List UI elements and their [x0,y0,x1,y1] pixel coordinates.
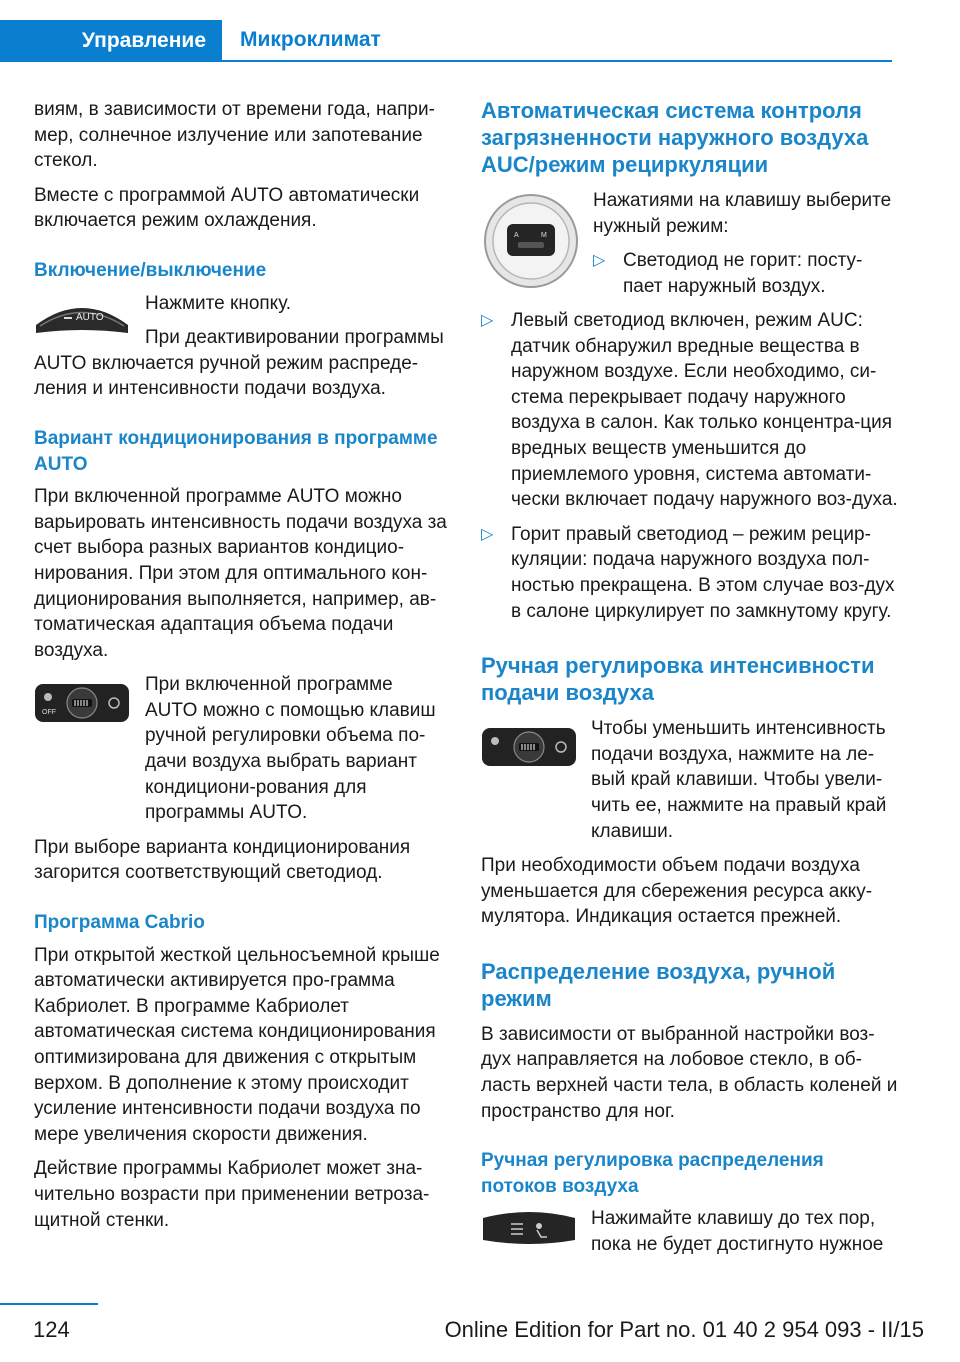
paragraph: Вместе с программой AUTO автоматически включается режим охлаждения. [34,184,420,232]
fan-control-image [481,726,577,768]
auc-label-m: M [541,232,547,239]
heading-cabrio: Программа Cabrio [34,912,205,934]
list-item [481,522,899,624]
spacer [34,826,448,835]
header-rule [0,60,892,62]
auc-label-a: A [514,232,519,239]
auto-button-image [34,297,130,339]
paragraph: В зависимости от выбранной настройки воз-дух направляется на лобовое стекло, в об-ласть верхней части тела, в область коленей и пространство для ног. [481,1023,898,1122]
auto-label: AUTO [76,311,104,323]
fan-figure-block [34,672,448,826]
heading-distribution: Распределение воздуха, ручной режим [481,958,836,1011]
list-item-text: Левый светодиод включен, режим AUC: датчик обнаружил вредные вещества в наружном воздухе. Если необходимо, си-стема перекрывает подачу наружного воздуха в салон. Как только концентра-ция вредных веществ уменьшится до приемлемого уровня, система автомати-чески включает подачу наружного воз-духа. [511,310,898,511]
heading-onoff: Включение/выключение [34,259,267,281]
heading-variant: Вариант кондиционирования в программе AUTO [34,427,438,475]
auc-figure-block [481,188,899,308]
list-item [481,308,899,513]
paragraph: При выборе варианта кондиционирования загорится соответствующий светодиод. [34,836,411,884]
paragraph: При открытой жесткой цельносъемной крыше автоматически активируется про-грамма Кабриолет. В программе Кабриолет автоматическая система кондиционирования оптимизирована для движения с открытым верхом. В дополнение к этому происходит усиление интенсивности подачи воздуха по мере увеличения скорости движения. [34,944,440,1145]
paragraph: Нажмите кнопку. [145,292,292,314]
paragraph: Действие программы Кабриолет может зна-чительно возрасти при применении ветроза-щитной стенки. [34,1158,430,1231]
paragraph: виям, в зависимости от времени года, напри-мер, солнечное излучение или запотевание стекол. [34,99,435,172]
heading-distribution-manual: Ручная регулировка распределения потоков воздуха [481,1150,824,1197]
manual-figure-block [481,716,899,844]
left-column [34,97,448,1242]
paragraph: При включенной программе AUTO можно варьировать интенсивность подачи воздуха за счет выбора разных вариантов кондицио-нирования. При этом для оптимального кон-диционирования выполняется, например, ав-томатическая адаптация объема подачи воздуха. [34,486,447,661]
list-item-text: Светодиод не горит: посту-пает наружный воздух. [623,250,863,297]
fan-control-image [34,682,130,724]
paragraph: При включенной программе AUTO можно с помощью клавиш ручной регулировки объема по-дачи воздуха выбрать вариант кондициони-рования для программы AUTO. [145,674,436,824]
off-label: OFF [42,709,56,717]
page-number: 124 [33,1317,70,1342]
triangle-bullet-icon: ▷ [593,252,606,270]
paragraph: При необходимости объем подачи воздуха уменьшается для сбережения ресурса акку-мулятора. Индикация остается прежней. [481,855,873,928]
edition-footer: Online Edition for Part no. 01 40 2 954 093 - II/15 [444,1317,924,1342]
triangle-bullet-icon: ▷ [481,525,494,543]
page-header [0,20,892,62]
paragraph: Нажатиями на клавишу выберите нужный режим: [593,190,892,237]
heading-manual: Ручная регулировка интенсивности подачи воздуха [481,653,875,706]
right-column [481,97,899,1267]
triangle-bullet-icon: ▷ [481,312,494,329]
paragraph: Нажимайте клавишу до тех пор, пока не будет достигнуто нужное [591,1208,884,1256]
airflow-button-image [481,1210,577,1250]
paragraph: Чтобы уменьшить интенсивность подачи воздуха, нажмите на ле-вый край клавиши. Чтобы увели-чить ее, нажмите на правый край клавиши. [591,718,887,842]
auto-figure-block [34,291,448,323]
list-item [481,248,899,299]
heading-auc: Автоматическая система контроля загрязненности наружного воздуха AUC/режим рециркуляции [481,98,869,177]
footer-rule [0,1303,98,1305]
paragraph: При деактивировании программы AUTO включается ручной режим распреде-ления и интенсивности подачи воздуха. [34,327,444,400]
header-section-tab: Управление [0,20,222,62]
header-subsection-tab: Микроклимат [240,28,381,51]
distribution-figure-block [481,1206,899,1257]
list-item-text: Горит правый светодиод – режим рецир-куляции: подача наружного воздуха пол-ностью прекращена. В этом случае воз-дух в салоне циркулирует по замкнутому кругу. [511,523,895,622]
